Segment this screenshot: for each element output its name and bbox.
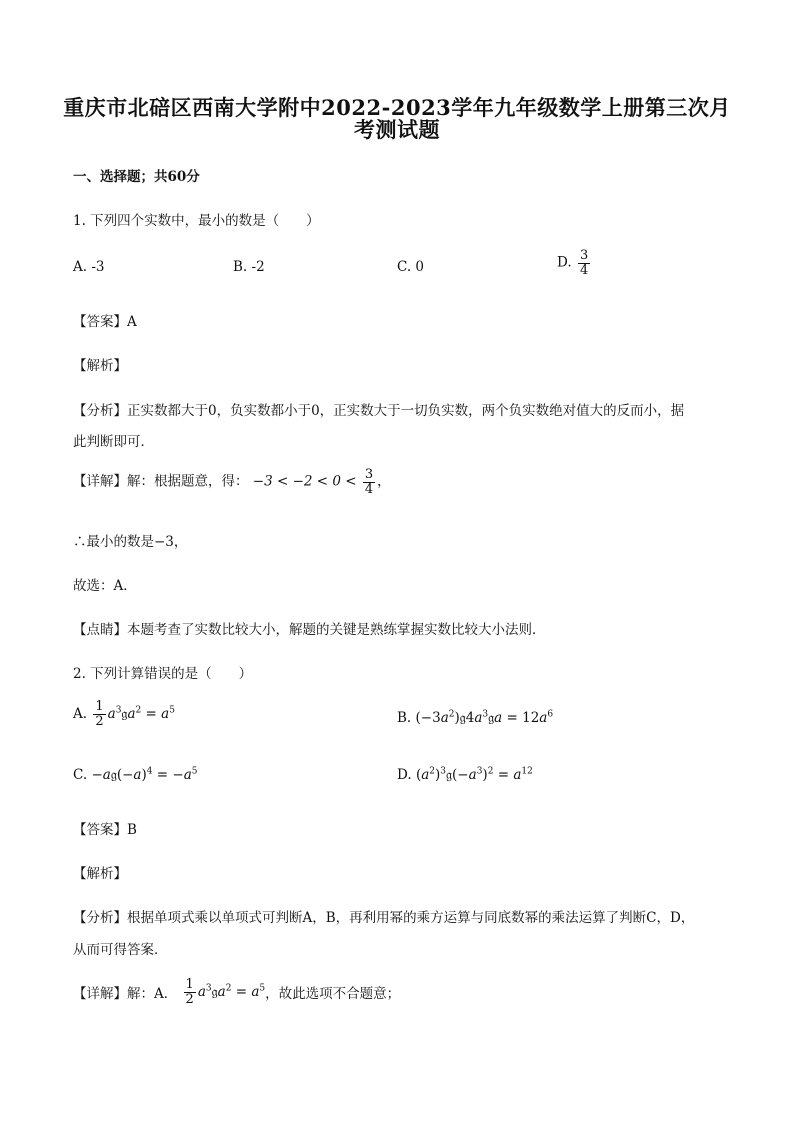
xiangjie-expression: $a^3𝔤a^2 = a^5$ <box>197 983 266 1001</box>
q2-answer: 【答案】B <box>73 822 137 838</box>
q2-option-a-expression: $a^3𝔤a^2 = a^5$ <box>107 705 175 722</box>
q1-option-a: A. -3 <box>73 259 105 275</box>
q2-fenxi-line-1 <box>73 906 694 926</box>
xiangjie-tag: 【详解】 <box>73 986 127 1003</box>
q1-xiangjie <box>73 468 391 496</box>
xiangjie-end: ， <box>377 473 391 490</box>
q2-option-b-expression: $(-3a^2)𝔤4a^3𝔤a = 12a^6$ <box>415 709 554 726</box>
q1-option-b: B. -2 <box>233 259 265 275</box>
fraction-denominator: 4 <box>579 262 589 278</box>
q1-choose: 故选：A． <box>73 578 137 594</box>
q1-option-d <box>557 249 592 277</box>
q2-option-d-label: D. <box>397 767 412 783</box>
document-title-line-2: 考测试题 <box>354 117 440 142</box>
xiangjie-fraction <box>363 468 375 496</box>
fraction-numerator: 3 <box>579 248 589 263</box>
section-heading: 一、选择题；共60分 <box>73 169 200 185</box>
q2-option-c-label: C. <box>73 767 88 783</box>
fraction-denominator: 4 <box>364 481 374 497</box>
dianjing-text: 本题考查了实数比较大小，解题的关键是熟练掌握实数比较大小法则． <box>127 622 546 638</box>
q1-option-d-fraction <box>578 249 590 277</box>
xiangjie-inequality: −3 < −2 < 0 < <box>252 473 357 490</box>
xiangjie-end: ，故此选项不合题意； <box>265 986 401 1003</box>
q2-option-b-label: B. <box>397 710 412 726</box>
q1-analysis-label: 【解析】 <box>73 358 127 374</box>
q1-option-d-label: D. <box>557 254 572 271</box>
fraction-numerator: 3 <box>364 467 374 482</box>
q2-stem: 2. 下列计算错误的是（ ） <box>73 666 253 682</box>
q2-option-d <box>397 767 533 783</box>
xiangjie-tag: 【详解】 <box>73 473 127 490</box>
q2-analysis-label: 【解析】 <box>73 866 127 882</box>
fenxi-text: 正实数都大于0，负实数都小于0，正实数大于一切负实数，两个负实数绝对值大的反而小，据 <box>127 403 685 419</box>
q2-option-c <box>73 767 198 783</box>
q1-fenxi-line-2: 此判断即可． <box>73 434 154 450</box>
q2-fenxi-line-2: 从而可得答案． <box>73 942 168 958</box>
document-title-line-1: 重庆市北碚区西南大学附中2022-2023学年九年级数学上册第三次月 <box>63 95 731 120</box>
xiangjie-fraction: $\frac{1}{2}$ <box>185 977 194 1007</box>
q1-fenxi-line-1 <box>73 399 684 419</box>
q2-xiangjie <box>73 978 400 1006</box>
q2-option-a <box>73 700 175 728</box>
fenxi-tag: 【分析】 <box>73 910 127 926</box>
fenxi-tag: 【分析】 <box>73 403 127 419</box>
xiangjie-intro: 解：A． <box>127 986 178 1003</box>
q2-option-a-label: A. <box>73 706 88 723</box>
q2-option-a-fraction: $\frac{1}{2}$ <box>95 699 104 729</box>
q1-option-c: C. 0 <box>397 259 425 275</box>
dianjing-tag: 【点睛】 <box>73 622 127 638</box>
xiangjie-intro: 解：根据题意，得： <box>127 473 249 490</box>
q1-answer: 【答案】A <box>73 314 137 330</box>
q1-stem: 1. 下列四个实数中，最小的数是（ ） <box>73 213 320 229</box>
q2-option-d-expression: $(a^2)^3𝔤(-a^3)^2 = a^{12}$ <box>415 766 533 783</box>
q1-therefore: ∴最小的数是−3， <box>73 534 188 550</box>
q2-option-b <box>397 710 553 726</box>
q2-option-c-expression: $-a𝔤(-a)^4 = -a^5$ <box>91 766 198 783</box>
q1-dianjing <box>73 618 546 638</box>
fenxi-text: 根据单项式乘以单项式可判断A，B，再利用幂的乘方运算与同底数幂的乘法运算了判断C，D， <box>127 910 695 926</box>
